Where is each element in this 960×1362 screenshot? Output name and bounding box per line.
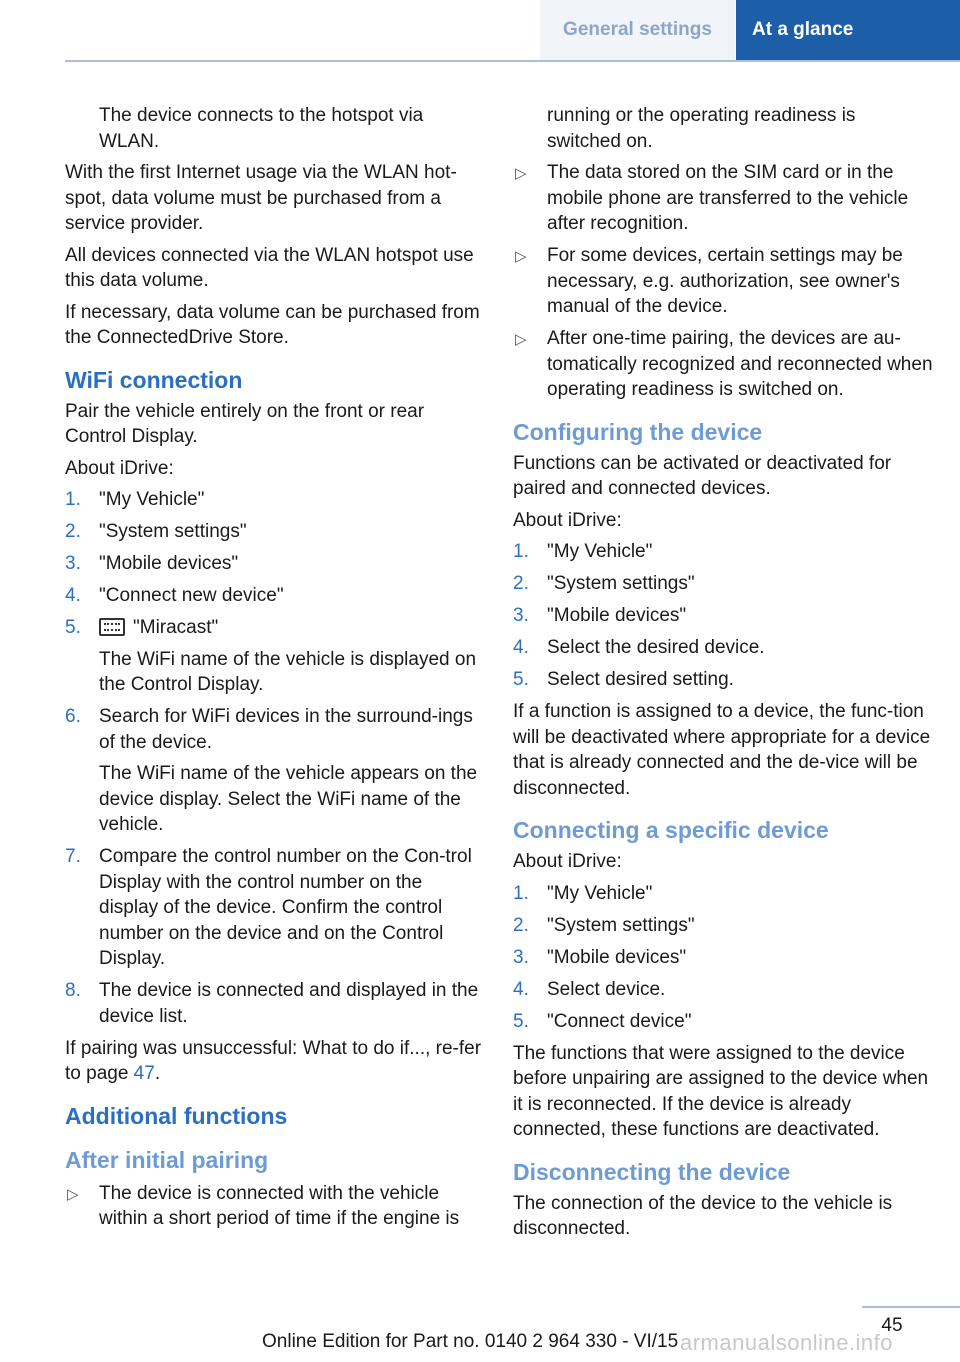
continued-item: running or the operating readiness is switched on. — [547, 105, 856, 152]
triangle-bullet-icon: ▷ — [67, 1185, 79, 1203]
step-text: "Miracast" — [133, 617, 219, 638]
section-heading-additional: Additional functions — [65, 1102, 288, 1129]
step-number: 2. — [513, 914, 529, 936]
continued-paragraph: The device connects to the hotspot via WLAN. — [99, 105, 424, 152]
step-number: 8. — [65, 980, 81, 1001]
step-number: 3. — [513, 946, 529, 968]
section-heading-wifi: WiFi connection — [65, 366, 243, 393]
header-chapter-tab: At a glance — [736, 0, 960, 60]
step-text: "System settings" — [547, 573, 695, 594]
step-number: 1. — [513, 541, 529, 562]
paragraph: The functions that were assigned to the device before unpairing are assigned to the device when it is reconnected. If the device is already connected, these functions are deactivated. — [513, 1042, 929, 1140]
config-steps-list — [513, 539, 933, 693]
step-number: 1. — [65, 489, 81, 510]
paragraph: With the first Internet usage via the WLAN hot-spot, data volume must be purchased from a service provider. — [65, 162, 457, 234]
list-item — [513, 160, 933, 237]
step-text: Select the desired device. — [547, 637, 765, 658]
bullet-text: After one-time pairing, the devices are au-tomatically recognized and reconnected when operating readiness is switched on. — [547, 328, 933, 400]
step-number: 5. — [513, 669, 529, 690]
list-item — [513, 977, 933, 1003]
step-number: 1. — [513, 882, 529, 904]
subsection-heading-after-pairing: After initial pairing — [65, 1146, 269, 1173]
paragraph: If necessary, data volume can be purchased from the ConnectedDrive Store. — [65, 301, 480, 348]
list-item — [65, 583, 483, 609]
list-item — [65, 1181, 483, 1232]
paragraph: Functions can be activated or deactivated for paired and connected devices. — [513, 452, 892, 499]
list-item — [513, 539, 933, 565]
header-section-title: General settings — [540, 0, 735, 60]
fail-end: . — [154, 1063, 161, 1084]
paragraph: About iDrive: — [513, 509, 622, 531]
step-text: "Connect new device" — [99, 585, 284, 606]
step-text: Select desired setting. — [547, 669, 734, 690]
connect-steps-list — [513, 881, 933, 1035]
list-item — [513, 913, 933, 939]
step-number: 4. — [513, 978, 529, 1000]
step-number: 3. — [513, 605, 529, 626]
subsection-heading-connecting: Connecting a specific device — [513, 817, 829, 843]
step-text: "Connect device" — [547, 1010, 692, 1032]
triangle-bullet-icon: ▷ — [515, 165, 527, 182]
right-column — [513, 103, 933, 1248]
paragraph: About iDrive: — [65, 457, 174, 479]
step-text: "System settings" — [99, 521, 247, 542]
list-item — [65, 615, 483, 698]
left-column — [65, 103, 483, 1238]
list-item — [65, 978, 483, 1029]
list-item — [65, 844, 483, 972]
bullet-text: The device is connected with the vehicle within a short period of time if the engine is — [99, 1182, 460, 1229]
after-pairing-list-cont — [513, 160, 933, 403]
triangle-bullet-icon: ▷ — [515, 331, 527, 348]
paragraph: About iDrive: — [513, 851, 622, 872]
header-rule — [65, 60, 960, 62]
subsection-heading-configuring: Configuring the device — [513, 418, 763, 445]
paragraph: All devices connected via the WLAN hotspot use this data volume. — [65, 244, 474, 291]
list-item — [513, 571, 933, 597]
step-text: The device is connected and displayed in the device list. — [99, 980, 479, 1027]
step-text: "My Vehicle" — [99, 489, 205, 510]
subsection-heading-disconnecting: Disconnecting the device — [513, 1158, 791, 1185]
list-item — [513, 881, 933, 907]
step-text: "Mobile devices" — [99, 553, 239, 574]
page-number: 45 — [881, 1315, 903, 1336]
step-text: "Mobile devices" — [547, 946, 687, 968]
watermark: armanualsonline.info — [680, 1330, 894, 1355]
bullet-text: For some devices, certain settings may be necessary, e.g. authorization, see owner's manual of the device. — [547, 245, 903, 317]
list-item — [65, 487, 483, 513]
step-number: 7. — [65, 846, 81, 867]
list-item — [513, 635, 933, 661]
list-item — [65, 551, 483, 577]
list-item — [513, 667, 933, 693]
step-text: Compare the control number on the Con-trol Display with the control number on the display of the device. Confirm the control number on the device and on the Control Display. — [99, 846, 472, 969]
list-item — [513, 603, 933, 629]
miracast-icon — [99, 618, 125, 636]
list-item — [513, 326, 933, 403]
step-text: "System settings" — [547, 914, 695, 936]
step-text: "My Vehicle" — [547, 882, 653, 904]
wifi-steps-list — [65, 487, 483, 1029]
triangle-bullet-icon: ▷ — [515, 248, 527, 265]
list-item — [513, 243, 933, 320]
step-number: 5. — [65, 617, 81, 638]
step-number: 2. — [65, 521, 81, 542]
paragraph: Pair the vehicle entirely on the front or rear Control Display. — [65, 400, 425, 447]
step-text: "My Vehicle" — [547, 541, 653, 562]
paragraph: If a function is assigned to a device, the func-tion will be deactivated where appropriate for a device that is already connected and the de-vice will be disconnected. — [513, 701, 931, 799]
list-item — [513, 945, 933, 971]
step-number: 6. — [65, 706, 81, 727]
list-item — [65, 704, 483, 838]
fail-text: If pairing was unsuccessful: What to do if..., re-fer to page — [65, 1037, 482, 1084]
paragraph-unsuccessful — [65, 1036, 483, 1087]
step-number: 4. — [513, 637, 529, 658]
list-item — [65, 519, 483, 545]
list-item — [513, 1009, 933, 1035]
edition-line: Online Edition for Part no. 0140 2 964 330 - VI/15 — [262, 1331, 679, 1352]
step-text: Select device. — [547, 978, 666, 1000]
step-subtext: The WiFi name of the vehicle appears on the device display. Select the WiFi name of the vehicle. — [99, 763, 478, 835]
step-text: "Mobile devices" — [547, 605, 687, 626]
step-number: 4. — [65, 585, 81, 606]
step-number: 3. — [65, 553, 81, 574]
after-pairing-list — [65, 1181, 483, 1232]
footer-rule — [862, 1306, 960, 1308]
step-subtext: The WiFi name of the vehicle is displayed on the Control Display. — [99, 648, 477, 695]
bullet-text: The data stored on the SIM card or in the mobile phone are transferred to the vehicle after recognition. — [547, 162, 909, 234]
step-number: 2. — [513, 573, 529, 594]
step-number: 5. — [513, 1010, 529, 1032]
paragraph: The connection of the device to the vehicle is disconnected. — [513, 1192, 893, 1239]
step-text: Search for WiFi devices in the surround-ings of the device. — [99, 706, 473, 753]
page-reference-link[interactable]: 47 — [133, 1063, 155, 1084]
page-header — [0, 0, 960, 62]
